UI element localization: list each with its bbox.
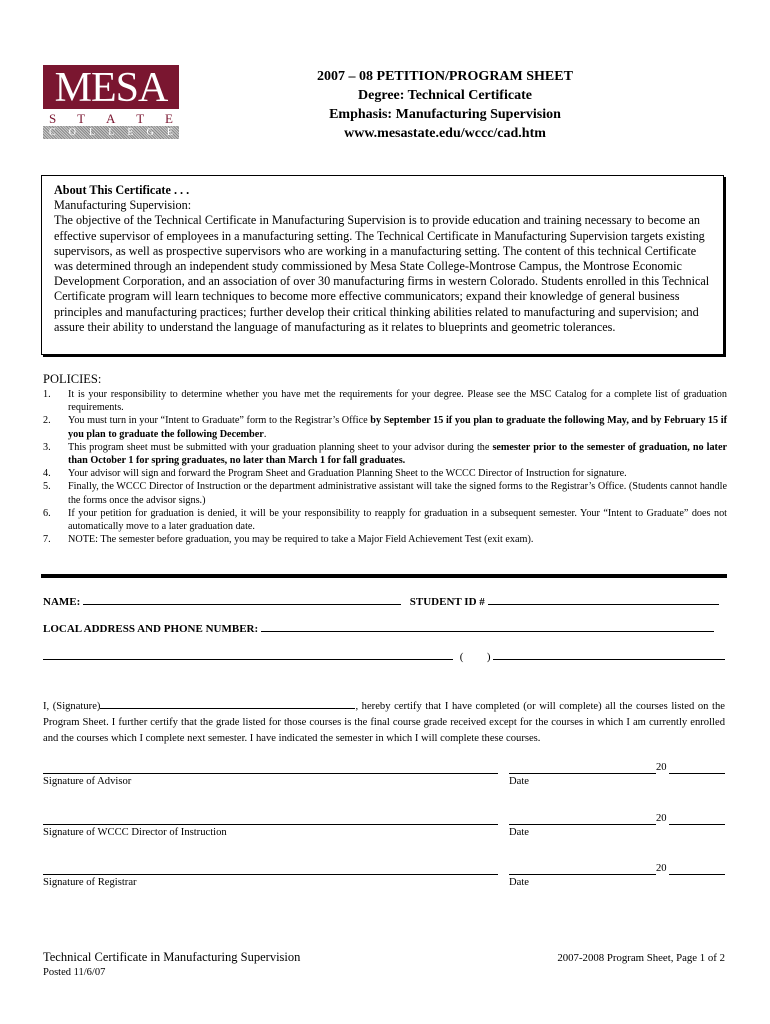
director-signature-line[interactable] xyxy=(43,824,498,825)
director-date-line[interactable] xyxy=(509,824,656,825)
policy-number: 4. xyxy=(43,468,51,480)
logo-letter: T xyxy=(136,111,145,126)
phone-field[interactable] xyxy=(493,647,725,660)
registrar-year-prefix: 20 xyxy=(656,863,667,874)
policy-deadline: by September 15 if you plan to graduate the following May, and by February 15 if you plan to graduate the following December xyxy=(68,415,727,440)
logo-letter: C xyxy=(49,127,56,138)
registrar-date-line[interactable] xyxy=(509,874,656,875)
logo-letter: G xyxy=(146,127,154,138)
about-subtitle: Manufacturing Supervision: xyxy=(54,198,192,213)
logo-letter: O xyxy=(68,127,76,138)
name-label: NAME: xyxy=(43,596,81,608)
header-degree: Degree: Technical Certificate xyxy=(358,88,532,103)
name-row xyxy=(43,592,719,608)
policy-text-part: . xyxy=(263,428,267,440)
advisor-year-line[interactable] xyxy=(669,773,725,774)
logo-letter: A xyxy=(105,111,116,126)
address-label: LOCAL ADDRESS AND PHONE NUMBER: xyxy=(43,623,259,635)
policy-number: 7. xyxy=(43,534,51,546)
logo-mesa: MESA xyxy=(43,65,179,109)
advisor-date-label: Date xyxy=(509,776,529,787)
registrar-signature-line[interactable] xyxy=(43,874,498,875)
director-year-prefix: 20 xyxy=(656,813,667,824)
policy-number: 2. xyxy=(43,415,51,427)
policy-text-part: This program sheet must be submitted with your graduation planning sheet to your advisor during the xyxy=(68,441,493,453)
logo-letter: L xyxy=(108,127,115,138)
policies-section xyxy=(43,372,727,546)
section-divider xyxy=(41,574,727,578)
address-line-2-field[interactable] xyxy=(43,647,453,660)
policy-text: Finally, the WCCC Director of Instruction or the department administrative assistant will take the signed forms to the Registrar’s Office. (Students cannot handle the forms once the advisor signs.) xyxy=(68,481,727,506)
student-id-label: STUDENT ID # xyxy=(409,596,485,608)
footer-left xyxy=(43,950,300,980)
advisor-signature-label: Signature of Advisor xyxy=(43,776,132,787)
certification-signature-field[interactable] xyxy=(100,697,355,709)
header-title: 2007 – 08 PETITION/PROGRAM SHEET xyxy=(317,69,573,84)
header-url[interactable]: www.mesastate.edu/wccc/cad.htm xyxy=(344,126,546,141)
footer-posted-date: Posted 11/6/07 xyxy=(43,967,106,978)
policy-text: Your advisor will sign and forward the Program Sheet and Graduation Planning Sheet to the WCCC Director of Instruction for signature. xyxy=(68,468,627,480)
logo-letter: E xyxy=(165,111,173,126)
policy-text: If your petition for graduation is denied, it will be your responsibility to reapply for graduation in a subsequent semester. Your “Intent to Graduate” does not automatically move to a later graduation date. xyxy=(68,507,727,533)
policy-item xyxy=(43,414,727,440)
about-body: The objective of the Technical Certificate in Manufacturing Supervision is to provide education and training necessary to become an effective supervisor of employees in a manufacturing setting. The Technical Certificate in Manufacturing Supervision targets existing supervisors, as well as prospective supervisors who are working in a manufacturing setting. The content of this technical Certificate was determined through an independent study commissioned by Mesa State College-Montrose Campus, the Montrose Economic Development Corporation, and an association of over 30 manufacturing firms in western Colorado. Students enrolled in this Technical Certificate program will learn techniques to become more effective communicators; expand their knowledge of general business principles and manufacturing practices; further develop their critical thinking abilities related to manufacturing and supervision; and assure their ability to understand the language of manufacturing as it relates to blueprints and geometric tolerances. xyxy=(54,213,710,334)
logo-letter: E xyxy=(166,127,173,138)
about-certificate-box xyxy=(41,175,724,355)
policy-item xyxy=(43,388,727,414)
policy-item xyxy=(43,467,727,480)
policies-title: POLICIES: xyxy=(43,372,102,386)
policy-text xyxy=(68,414,727,440)
student-id-field[interactable] xyxy=(488,592,719,605)
address-field[interactable] xyxy=(261,619,714,632)
certification-text: , hereby certify that I have completed (or will complete) all the courses listed on the Program Sheet. I further certify that the grade listed for those courses is the final course grade received except for the courses in which I am currently enrolled and the courses which I complete next semester. I have indicated the semester in which I will complete these courses. xyxy=(43,701,725,744)
director-date-label: Date xyxy=(509,827,529,838)
certification-statement xyxy=(43,697,725,747)
registrar-year-line[interactable] xyxy=(669,874,725,875)
phone-paren-close: ) xyxy=(486,651,491,663)
policy-item xyxy=(43,533,727,546)
director-signature-label: Signature of WCCC Director of Instruction xyxy=(43,827,227,838)
policy-item xyxy=(43,441,727,467)
director-year-line[interactable] xyxy=(669,824,725,825)
footer-page-number: 2007-2008 Program Sheet, Page 1 of 2 xyxy=(557,952,725,964)
mesa-state-college-logo xyxy=(43,65,179,139)
footer-title: Technical Certificate in Manufacturing Supervision xyxy=(43,950,301,964)
policy-text: NOTE: The semester before graduation, you may be required to take a Major Field Achievement Test (exit exam). xyxy=(68,534,534,546)
policy-item xyxy=(43,480,727,506)
document-header xyxy=(290,67,600,143)
logo-letter: S xyxy=(49,111,57,126)
registrar-date-label: Date xyxy=(509,877,529,888)
logo-state xyxy=(43,109,179,125)
address-row xyxy=(43,619,714,635)
policy-number: 1. xyxy=(43,389,51,400)
advisor-date-line[interactable] xyxy=(509,773,656,774)
policy-deadline: semester prior to the semester of graduation, no later than October 1 for spring graduates, no later than March 1 for fall graduates. xyxy=(68,441,727,467)
policy-item xyxy=(43,507,727,533)
policy-text xyxy=(68,441,727,467)
header-emphasis: Emphasis: Manufacturing Supervision xyxy=(329,107,561,122)
logo-letter: T xyxy=(77,111,86,126)
about-title: About This Certificate . . . xyxy=(54,183,190,197)
name-field[interactable] xyxy=(83,592,401,605)
phone-paren-open: ( xyxy=(459,651,464,663)
policy-number: 3. xyxy=(43,441,51,453)
logo-college xyxy=(43,126,179,139)
policy-text-part: You must turn in your “Intent to Graduate” form to the Registrar’s Office xyxy=(68,415,371,427)
policy-number: 6. xyxy=(43,507,51,519)
advisor-year-prefix: 20 xyxy=(656,762,667,773)
address-phone-row xyxy=(43,647,725,663)
advisor-signature-line[interactable] xyxy=(43,773,498,774)
logo-letter: E xyxy=(127,127,134,138)
policies-list xyxy=(43,388,727,546)
policy-number: 5. xyxy=(43,481,51,493)
certification-pre: I, (Signature) xyxy=(43,701,101,712)
registrar-signature-label: Signature of Registrar xyxy=(43,877,137,888)
policy-text: It is your responsibility to determine whether you have met the requirements for your degree. Please see the MSC Catalog for a complete list of graduation requirements. xyxy=(68,389,727,414)
logo-letter: L xyxy=(89,127,96,138)
